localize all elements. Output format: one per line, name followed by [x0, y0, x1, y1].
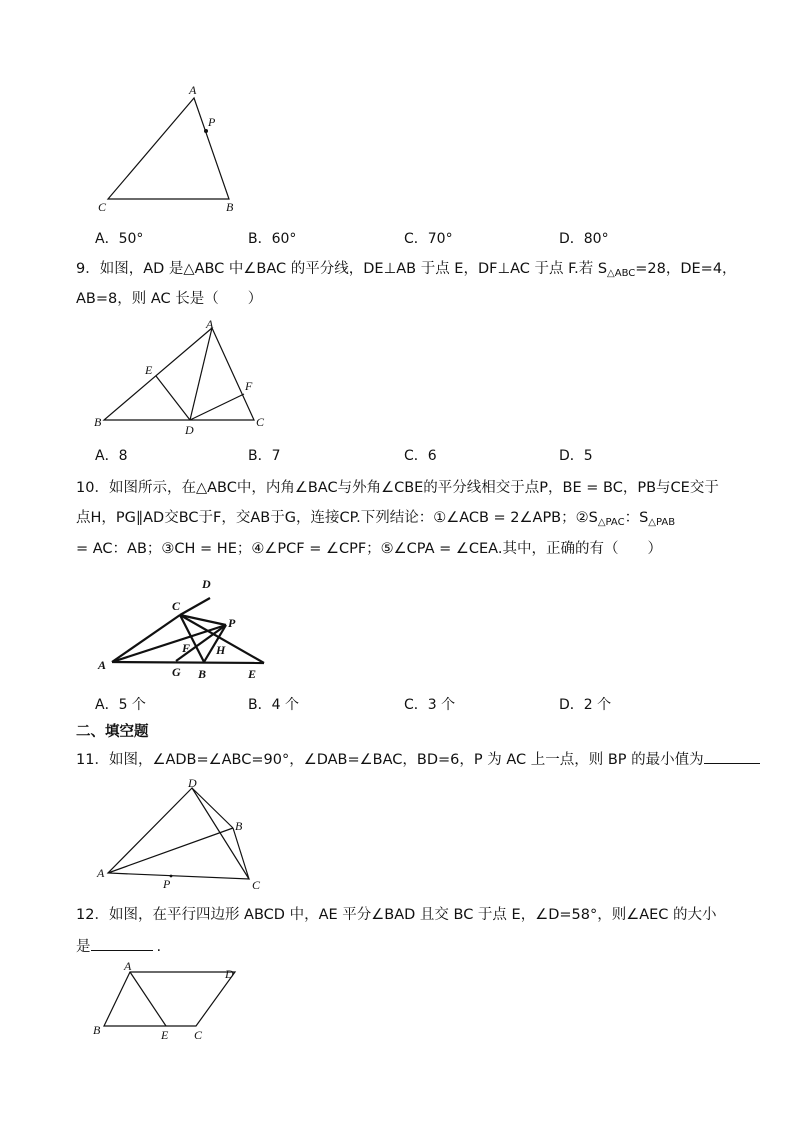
- q10-label-b: B: [198, 667, 207, 681]
- q8-label-c: C: [98, 200, 107, 214]
- q8-label-b: B: [226, 200, 234, 214]
- q10-segment-ap: [112, 625, 226, 662]
- q11-label-p: P: [163, 877, 171, 891]
- q10-text-line3: = AC：AB；③CH = HE；④∠PCF = ∠CPF；⑤∠CPA = ∠CEA.其中，正确的有（ ）: [76, 541, 662, 557]
- q8-label-p: P: [208, 115, 216, 129]
- section-title: 二、填空题: [76, 724, 149, 740]
- q8-triangle: [108, 98, 229, 199]
- q10-label-a: A: [98, 658, 107, 672]
- q12-label-e: E: [161, 1028, 169, 1042]
- q11-figure: [92, 776, 272, 894]
- q9-option-b: B．7: [248, 448, 281, 464]
- q9-label-b: B: [94, 415, 102, 429]
- q9-option-c: C．6: [404, 448, 437, 464]
- q10-option-d: D．2 个: [559, 697, 612, 713]
- q9-text-line2: AB=8，则 AC 长是（ ）: [76, 291, 263, 307]
- q12-text-line2-b: .: [156, 939, 162, 955]
- q11-segment-bc: [233, 828, 249, 879]
- q9-label-c: C: [256, 415, 265, 429]
- q9-option-a: A．8: [95, 448, 128, 464]
- q9-label-d: D: [185, 423, 194, 437]
- q10-label-h: H: [216, 643, 226, 657]
- q11-segment-db: [192, 788, 233, 828]
- q11-label-b: B: [235, 819, 243, 833]
- q12-label-b: B: [93, 1023, 101, 1037]
- q10-segment-cd: [180, 598, 210, 615]
- q10-text-line2-sub1: △PAC: [597, 517, 625, 528]
- q11-text: 11．如图，∠ADB=∠ABC=90°，∠DAB=∠BAC，BD=6，P 为 AC 上一点，则 BP 的最小值为: [76, 752, 704, 768]
- q9-label-e: E: [145, 363, 153, 377]
- q10-label-e: E: [248, 667, 257, 681]
- q10-label-c: C: [172, 599, 181, 613]
- q8-option-b: B．60°: [248, 231, 297, 247]
- q10-triangle-figure: [92, 572, 277, 684]
- q9-text-line1: [76, 260, 737, 283]
- q10-text-line2-sub2: △PAB: [648, 517, 676, 528]
- q10-text-line1: 10．如图所示，在△ABC中，内角∠BAC与外角∠CBE的平分线相交于点P，BE = BC，PB与CE交于: [76, 480, 719, 496]
- q12-parallelogram: [104, 972, 235, 1026]
- q8-option-c: C．70°: [404, 231, 453, 247]
- q11-label-a: A: [97, 866, 105, 880]
- q9-text-line1-b: =28，DE=4，: [635, 261, 737, 277]
- q12-segment-ae: [130, 972, 166, 1026]
- q10-label-g: G: [172, 665, 181, 679]
- q12-label-c: C: [194, 1028, 203, 1042]
- q8-triangle-figure: [90, 80, 250, 220]
- q11-segment-ab: [108, 828, 233, 873]
- q9-triangle-figure: [90, 316, 280, 441]
- q10-text-line2: [76, 509, 675, 532]
- q10-segment-ac: [112, 615, 180, 662]
- q12-text-line2: [76, 936, 161, 956]
- q8-option-d: D．80°: [559, 231, 609, 247]
- q12-label-d: D: [225, 967, 234, 981]
- q12-label-a: A: [124, 959, 132, 973]
- q9-segment-df: [190, 394, 244, 420]
- q11-label-c: C: [252, 878, 261, 892]
- q8-option-a: A．50°: [95, 231, 144, 247]
- q10-option-c: C．3 个: [404, 697, 456, 713]
- q9-segment-ad: [190, 328, 212, 420]
- q8-label-a: A: [189, 83, 197, 97]
- q9-text-line1-a: 9．如图，AD 是△ABC 中∠BAC 的平分线，DE⊥AB 于点 E，DF⊥AC 于点 F.若 S: [76, 261, 608, 277]
- q10-label-f: F: [182, 641, 191, 655]
- q10-segment-ae: [112, 662, 264, 663]
- q10-text-line2-a: 点H，PG∥AD交BC于F，交AB于G，连接CP.下列结论：①∠ACB = 2∠APB；②S: [76, 510, 598, 526]
- q10-text-line2-mid: ：S: [624, 510, 649, 526]
- q10-label-p: P: [228, 616, 236, 630]
- q10-label-d: D: [202, 577, 211, 591]
- q11-label-d: D: [188, 776, 197, 790]
- q12-text-line1: 12．如图，在平行四边形 ABCD 中，AE 平分∠BAD 且交 BC 于点 E，∠D=58°，则∠AEC 的大小: [76, 907, 717, 923]
- q11-text-line1: [76, 749, 760, 769]
- q12-text-line2-a: 是: [76, 939, 91, 955]
- q12-answer-blank: [91, 936, 153, 951]
- q12-parallelogram-figure: [90, 958, 250, 1048]
- q9-label-f: F: [245, 379, 253, 393]
- q11-answer-blank: [704, 749, 760, 764]
- q9-segment-de: [156, 376, 190, 420]
- q8-point-p: [204, 129, 208, 133]
- q9-text-line1-sub: △ABC: [607, 268, 636, 279]
- q10-option-a: A．5 个: [95, 697, 146, 713]
- q9-option-d: D．5: [559, 448, 593, 464]
- q10-option-b: B．4 个: [248, 697, 299, 713]
- q9-label-a: A: [206, 317, 214, 331]
